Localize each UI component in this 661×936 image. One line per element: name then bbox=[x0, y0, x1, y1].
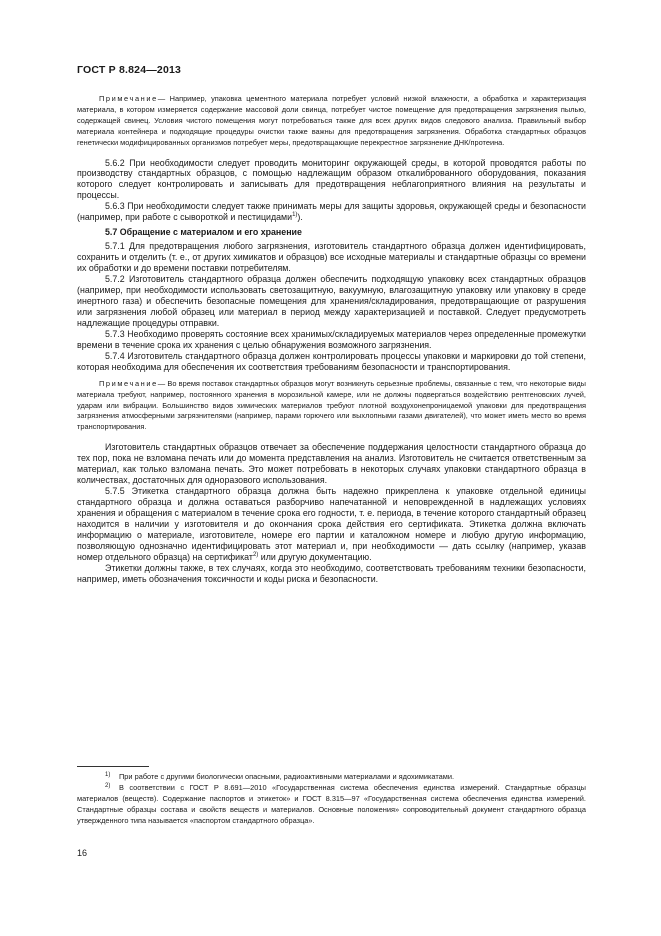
page-body bbox=[77, 94, 586, 585]
paragraph-5-7-1: 5.7.1 Для предотвращения любого загрязнения, изготовитель стандартного образца должен идентифицировать, сохранить и отделить (т. е., от других химикатов и образцов) все исходные материалы и стандартные образцы со времени их обработки и до времени поставки потребителям. bbox=[77, 241, 586, 274]
note-text: — Во время поставок стандартных образцов могут возникнуть серьезные проблемы, связанные с тем, что некоторые виды материала требуют, например, постоянного хранения в морозильной камере, или не должны подвергаться воздействию рентгеновских лучей, ударам или вибрации. Большинство видов химических материалов требуют плотной воздухонепроницаемой упаковки для предотвращения загрязнения атмосферными загрязнителями (например, парами горючего или выхлопными газами двигателей), что может иметь место во время транспортирования. bbox=[77, 378, 586, 432]
footnote-text: В соответствии с ГОСТ Р 8.691—2010 «Государственная система обеспечения единства измерений. Стандартные образцы материалов (веществ). Содержание паспортов и этикеток» и ГОСТ 8.315—97 «Государственная система обеспечения единства измерений. Стандартные образцы состава и свойств веществ и материалов. Основные положения» сопроводительный документ стандартного образца утвержденного типа называется «паспортом стандартного образца». bbox=[77, 783, 586, 825]
paragraph-5-6-2: 5.6.2 При необходимости следует проводить мониторинг окружающей среды, в которой проводятся работы по производству стандартных образцов, с помощью надлежащим образом откалиброванного оборудования, показания которого следует контролировать и записывать для предотвращения неблагоприятного влияния на результаты и процессы. bbox=[77, 157, 586, 201]
note-paragraph bbox=[77, 379, 586, 434]
footnote-ref: 2) bbox=[252, 551, 259, 558]
footnotes bbox=[77, 766, 586, 826]
paragraph-5-7-3: 5.7.3 Необходимо проверять состояние всех хранимых/складируемых материалов через определенные промежутки времени в течение срока их хранения с целью обнаружения возможного загрязнения. bbox=[77, 328, 586, 350]
paragraph-5-7-5 bbox=[77, 486, 586, 563]
paragraph-tail: или другую документацию. bbox=[258, 551, 372, 562]
note-label: Примечание bbox=[99, 94, 158, 103]
document-header: ГОСТ Р 8.824—2013 bbox=[77, 64, 182, 76]
paragraph-5-7-4: 5.7.4 Изготовитель стандартного образца должен контролировать процессы упаковки и маркировки до той степени, которая необходима для обеспечения их соответствия требованиям безопасности и транспортирования. bbox=[77, 350, 586, 372]
paragraph-labels: Этикетки должны также, в тех случаях, когда это необходимо, соответствовать требованиям техники безопасности, например, иметь обозначения токсичности и коды риска и безопасности. bbox=[77, 562, 586, 584]
note-text: — Например, упаковка цементного материала потребует условий низкой влажности, а обработка и характеризация материала, в котором измеряется содержание массовой доли свинца, потребует чистое помещение для предотвращения загрязнения пылью, содержащей свинец. Условия чистого помещения могут потребоваться также для всех других видов следового анализа. Правильный выбор материала контейнера и подходящие процедуры очистки также важны для предотвращения загрязнения. Обработка стандартных образцов генетически модифицированных организмов потребует меры, предотвращающие перекрестное загрязнение ДНК/протеина. bbox=[77, 94, 586, 147]
note-paragraph bbox=[77, 94, 586, 149]
paragraph-text: 5.7.5 Этикетка стандартного образца должна быть надежно прикреплена к упаковке отдельной единицы стандартного образца и должна оставаться разборчиво напечатанной и неповрежденной в надлежащих условиях хранения и обращения с материалом в течение срока его годности, т. е. периода, в течение которого стандартный образец находится в наличии у изготовителя и до окончания срока действия его сертификата. Этикетка должна включать информацию о материале, изготовителе, номере его партии и каталожном номере и любую другую информацию, позволяющую однозначно идентифицировать этот материал и, при необходимости — дать ссылку (например, указав номер отдельного образца) на сертификат bbox=[77, 486, 586, 562]
page-number: 16 bbox=[77, 848, 88, 858]
footnote-1: $^{1)}$ При работе с другими биологически опасными, радиоактивными материалами и ядохимикатами. bbox=[105, 771, 455, 781]
paragraph-text: 5.6.3 При необходимости следует также принимать меры для защиты здоровья, окружающей среды и безопасности (например, при работе с сывороткой и пестицидами bbox=[77, 201, 586, 223]
paragraph-integrity: Изготовитель стандартных образцов отвечает за обеспечение поддержания целостности стандартного образца до тех пор, пока не взломана печать или до момента представления на анализ. Изготовитель не считается ответственным за материал, как только взломана печать. Это может потребовать в некоторых случаях упаковки стандартного образца в количествах, достаточных для одноразового использования. bbox=[77, 442, 586, 486]
note-label: Примечание bbox=[99, 378, 158, 388]
paragraph-5-7-2: 5.7.2 Изготовитель стандартного образца должен обеспечить подходящую упаковку всех стандартных образцов (например, при необходимости использовать светозащитную, вакуумную, влагозащитную упаковку или упаковку в среде инертного газа) и обеспечить безопасные помещения для хранения/складирования, предотвращающие от разрушения или загрязнения любой образец или материал в период между характеризацией и поставкой. Следует предусмотреть надлежащие процедуры отправки. bbox=[77, 274, 586, 328]
footnote-divider bbox=[77, 766, 149, 767]
footnote-ref: 1) bbox=[292, 212, 298, 219]
section-heading-5-7: 5.7 Обращение с материалом и его хранение bbox=[105, 227, 302, 238]
footnote-2: $^{2)}$ В соответствии с ГОСТ Р 8.691—2010 «Государственная система обеспечения единства измерений. Стандартные образцы материалов (веществ). Содержание паспортов и этикеток» и ГОСТ 8.315—97 «Государственная система обеспечения единства измерений. Стандартные образцы состава и свойств веществ и материалов. Основные положения» сопроводительный документ стандартного образца утвержденного типа называется «паспортом стандартного образца». bbox=[77, 782, 586, 825]
footnote-text: При работе с другими биологически опасными, радиоактивными материалами и ядохимикатами. bbox=[119, 772, 455, 781]
paragraph-5-6-3 bbox=[77, 201, 586, 223]
paragraph-tail: ). bbox=[297, 212, 303, 223]
